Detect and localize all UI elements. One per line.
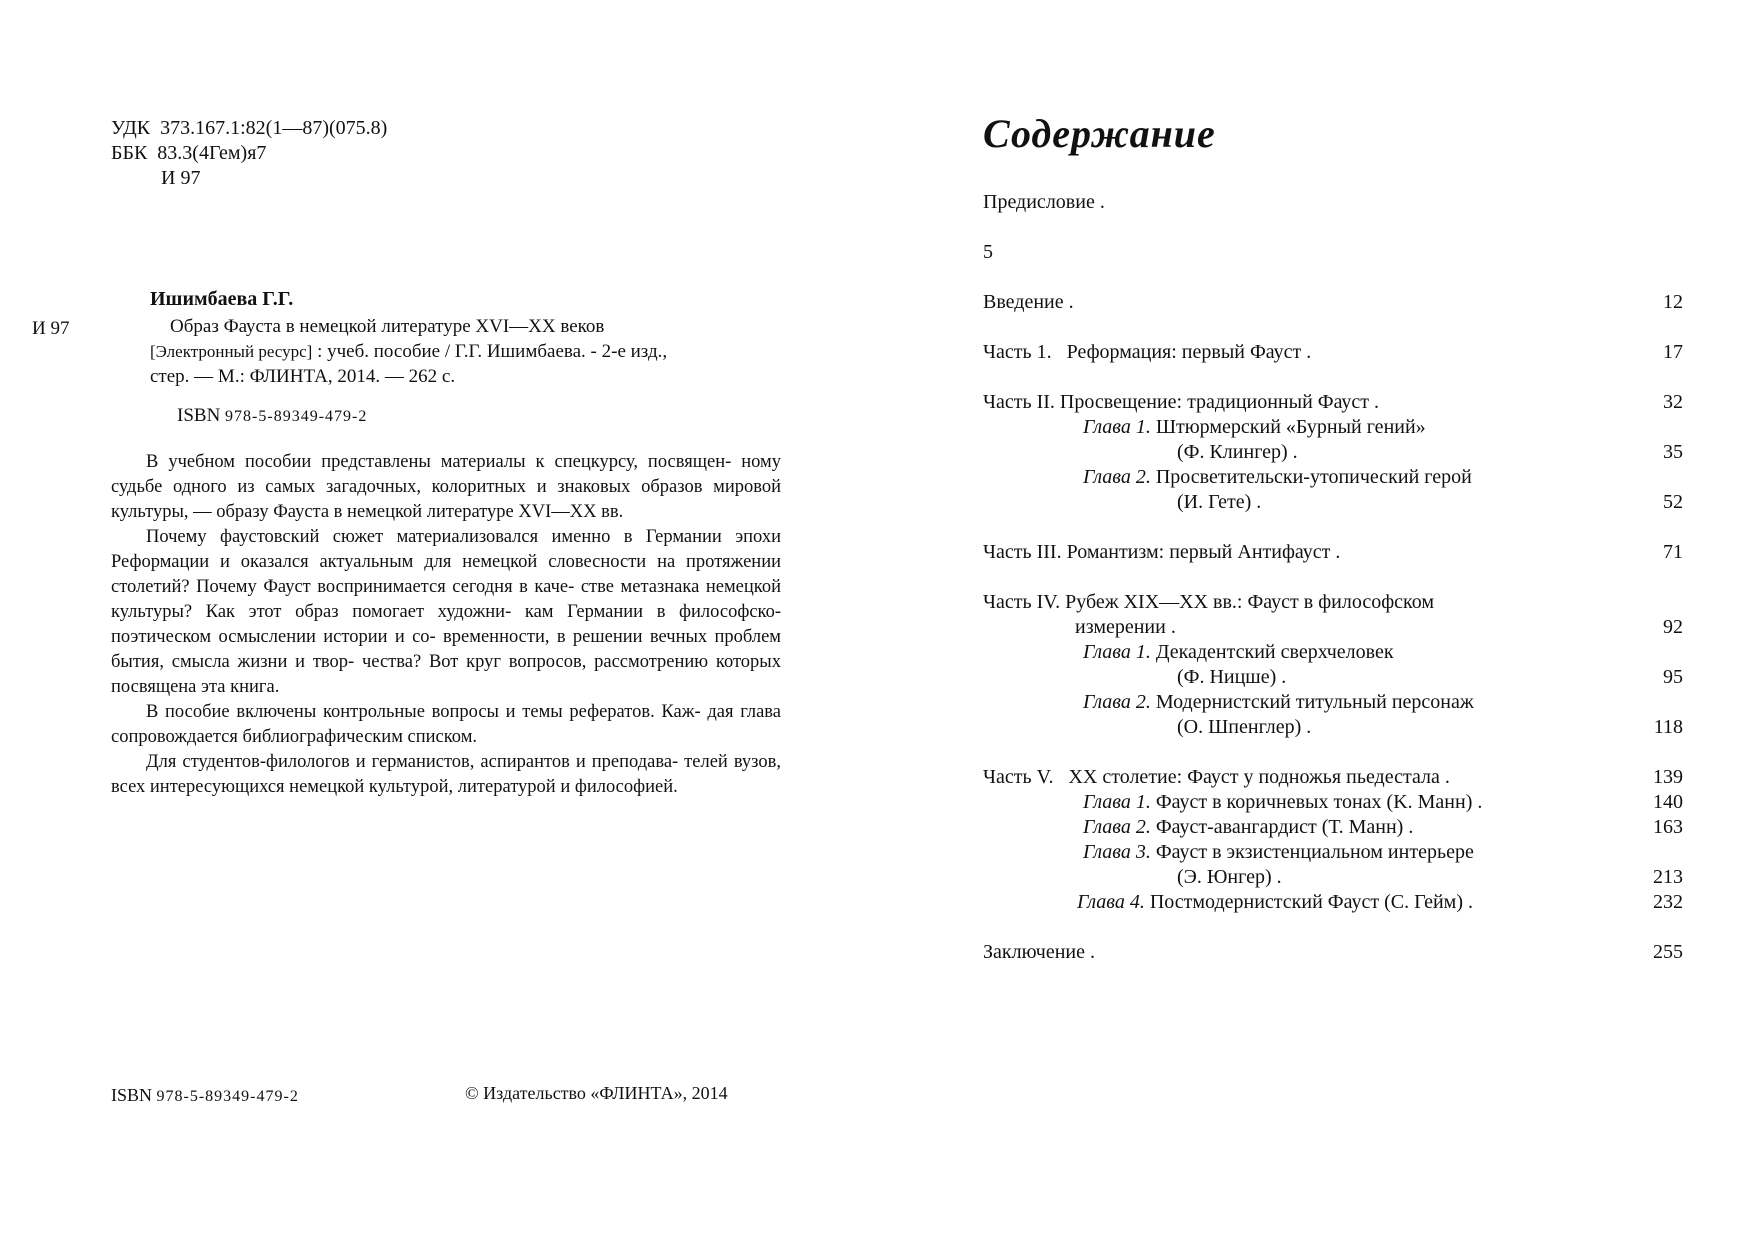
toc-page-number: 255 bbox=[1653, 941, 1683, 963]
author-mark-line: И 97 bbox=[111, 167, 201, 189]
abstract-paragraph: Для студентов-филологов и германистов, аспирантов и преподава- телей вузов, всех интересующихся немецкой культурой, литературой и философией. bbox=[111, 752, 781, 797]
toc-chapter[interactable] bbox=[983, 890, 1683, 915]
toc-chapter[interactable] bbox=[983, 640, 1683, 665]
bibliographic-description bbox=[150, 314, 780, 389]
chapter-title: Модернистский титульный персонаж bbox=[1150, 691, 1474, 713]
chapter-title: Фауст в экзистенциальном интерьере bbox=[1150, 841, 1474, 863]
chapter-subtitle: (Э. Юнгер) . bbox=[1177, 866, 1282, 888]
isbn-label: ISBN bbox=[111, 1085, 153, 1105]
toc-page-number: 139 bbox=[1653, 766, 1683, 788]
toc-entry-title: Часть 1. Реформация: первый Фауст . bbox=[983, 341, 1312, 363]
chapter-subtitle: (О. Шпенглер) . bbox=[1177, 716, 1312, 738]
toc-chapter-cont[interactable] bbox=[983, 865, 1683, 890]
toc-entry-part3[interactable] bbox=[983, 540, 1683, 565]
toc-page-number: 232 bbox=[1653, 891, 1683, 913]
toc-chapter-cont[interactable] bbox=[983, 665, 1683, 690]
toc-entry-title: Введение . bbox=[983, 291, 1074, 313]
edition-info: : учеб. пособие / Г.Г. Ишимбаева. - 2-е изд., bbox=[312, 341, 668, 362]
toc-entry-title: Часть IV. Рубеж XIX—XX вв.: Фауст в философском bbox=[983, 591, 1435, 613]
udk-line: УДК 373.167.1:82(1—87)(075.8) bbox=[111, 117, 388, 139]
isbn-bottom bbox=[111, 1085, 299, 1106]
book-title: Образ Фауста в немецкой литературе XVI—XX веков bbox=[170, 316, 605, 337]
toc-entry-part5[interactable] bbox=[983, 765, 1683, 790]
chapter-label: Глава 4. bbox=[1077, 891, 1145, 913]
chapter-label: Глава 2. bbox=[1083, 816, 1151, 838]
author-name: Ишимбаева Г.Г. bbox=[150, 288, 294, 310]
toc-entry-title-cont: измерении . bbox=[1075, 616, 1176, 638]
toc-page-number: 92 bbox=[1663, 616, 1683, 638]
chapter-title: Фауст-авангардист (Т. Манн) . bbox=[1150, 816, 1414, 838]
classification-codes bbox=[111, 116, 387, 191]
toc-entry-title: Заключение . bbox=[983, 941, 1095, 963]
toc-entry-title: Часть V. XX столетие: Фауст у подножья пьедестала . bbox=[983, 766, 1450, 788]
margin-author-mark: И 97 bbox=[32, 318, 70, 339]
chapter-subtitle: (И. Гете) . bbox=[1177, 491, 1262, 513]
right-page bbox=[877, 0, 1755, 1241]
toc-chapter[interactable] bbox=[983, 415, 1683, 440]
chapter-label: Глава 3. bbox=[1083, 841, 1151, 863]
toc-page-number: 17 bbox=[1663, 341, 1683, 363]
abstract-paragraph: Почему фаустовский сюжет материализовался именно в Германии эпохи Реформации и оказался актуальным для немецкой словесности на протяжении столетий? Почему Фауст воспринимается сегодня в каче- стве метазнака немецкой культуры? Как этот образ помогает художни- кам Германии в философско-поэтическом осмыслении истории и со- временности, в решении вечных проблем бытия, смысла жизни и твор- чества? Вот круг вопросов, рассмотрению которых посвящена эта книга. bbox=[111, 527, 781, 697]
toc-title: Содержание bbox=[983, 111, 1216, 156]
toc-page-number: 163 bbox=[1653, 816, 1683, 838]
toc-entry-part1[interactable] bbox=[983, 340, 1683, 365]
toc-entry-preface[interactable] bbox=[983, 190, 1683, 215]
chapter-subtitle: (Ф. Клингер) . bbox=[1177, 441, 1298, 463]
abstract-paragraph: В пособие включены контрольные вопросы и темы рефератов. Каж- дая глава сопровождается библиографическим списком. bbox=[111, 702, 781, 747]
toc-entry-part4-cont[interactable] bbox=[983, 615, 1683, 640]
chapter-label: Глава 2. bbox=[1083, 691, 1151, 713]
toc-page-number: 12 bbox=[1663, 291, 1683, 313]
toc-entry-intro[interactable] bbox=[983, 290, 1683, 315]
toc-page-number: 95 bbox=[1663, 666, 1683, 688]
toc-page-number: 32 bbox=[1663, 391, 1683, 413]
chapter-label: Глава 1. bbox=[1083, 641, 1151, 663]
toc-chapter[interactable] bbox=[983, 790, 1683, 815]
chapter-title: Постмодернистский Фауст (С. Гейм) . bbox=[1144, 891, 1474, 913]
chapter-subtitle: (Ф. Ницше) . bbox=[1177, 666, 1287, 688]
resource-type: [Электронный ресурс] bbox=[150, 342, 313, 361]
toc-chapter[interactable] bbox=[983, 815, 1683, 840]
toc-page-number: 71 bbox=[1663, 541, 1683, 563]
publication-info: стер. — М.: ФЛИНТА, 2014. — 262 с. bbox=[150, 366, 456, 387]
copyright: © Издательство «ФЛИНТА», 2014 bbox=[465, 1083, 728, 1103]
left-page bbox=[0, 0, 877, 1241]
toc-entry-title: Часть II. Просвещение: традиционный Фауст . bbox=[983, 391, 1380, 413]
bbk-line: ББК 83.3(4Гем)я7 bbox=[111, 142, 267, 164]
toc-entry-preface-page bbox=[983, 240, 1683, 265]
toc-page-number: 5 bbox=[983, 241, 993, 263]
toc-page-number: 213 bbox=[1653, 866, 1683, 888]
toc-chapter[interactable] bbox=[983, 840, 1683, 865]
toc-entry-title: Предисловие . bbox=[983, 191, 1105, 213]
toc-chapter-cont[interactable] bbox=[983, 490, 1683, 515]
toc-chapter-cont[interactable] bbox=[983, 440, 1683, 465]
abstract-paragraph: В учебном пособии представлены материалы к спецкурсу, посвящен- ному судьбе одного из самых загадочных, колоритных и знаковых образов мировой культуры, — образу Фауста в немецкой литературе XVI—XX вв. bbox=[111, 452, 781, 522]
toc-entry-title: Часть III. Романтизм: первый Антифауст . bbox=[983, 541, 1341, 563]
toc-chapter[interactable] bbox=[983, 465, 1683, 490]
chapter-label: Глава 1. bbox=[1083, 791, 1151, 813]
chapter-title: Штюрмерский «Бурный гений» bbox=[1150, 416, 1426, 438]
toc-page-number: 35 bbox=[1663, 441, 1683, 463]
toc-page-number: 140 bbox=[1653, 791, 1683, 813]
toc-entry-part2[interactable] bbox=[983, 390, 1683, 415]
toc-page-number: 118 bbox=[1653, 716, 1683, 738]
toc-entry-part4[interactable] bbox=[983, 590, 1683, 615]
chapter-label: Глава 2. bbox=[1083, 466, 1151, 488]
toc-entry-conclusion[interactable] bbox=[983, 940, 1683, 965]
abstract bbox=[111, 450, 781, 800]
toc-chapter-cont[interactable] bbox=[983, 715, 1683, 740]
chapter-title: Декадентский сверхчеловек bbox=[1150, 641, 1394, 663]
toc-chapter[interactable] bbox=[983, 690, 1683, 715]
chapter-label: Глава 1. bbox=[1083, 416, 1151, 438]
isbn-label: ISBN bbox=[177, 405, 221, 426]
isbn-top bbox=[177, 405, 367, 427]
chapter-title: Фауст в коричневых тонах (K. Манн) . bbox=[1150, 791, 1483, 813]
chapter-title: Просветительски-утопический герой bbox=[1150, 466, 1472, 488]
table-of-contents bbox=[983, 190, 1683, 965]
isbn-number: 978-5-89349-479-2 bbox=[225, 408, 368, 425]
toc-page-number: 52 bbox=[1663, 491, 1683, 513]
isbn-number: 978-5-89349-479-2 bbox=[156, 1088, 299, 1105]
